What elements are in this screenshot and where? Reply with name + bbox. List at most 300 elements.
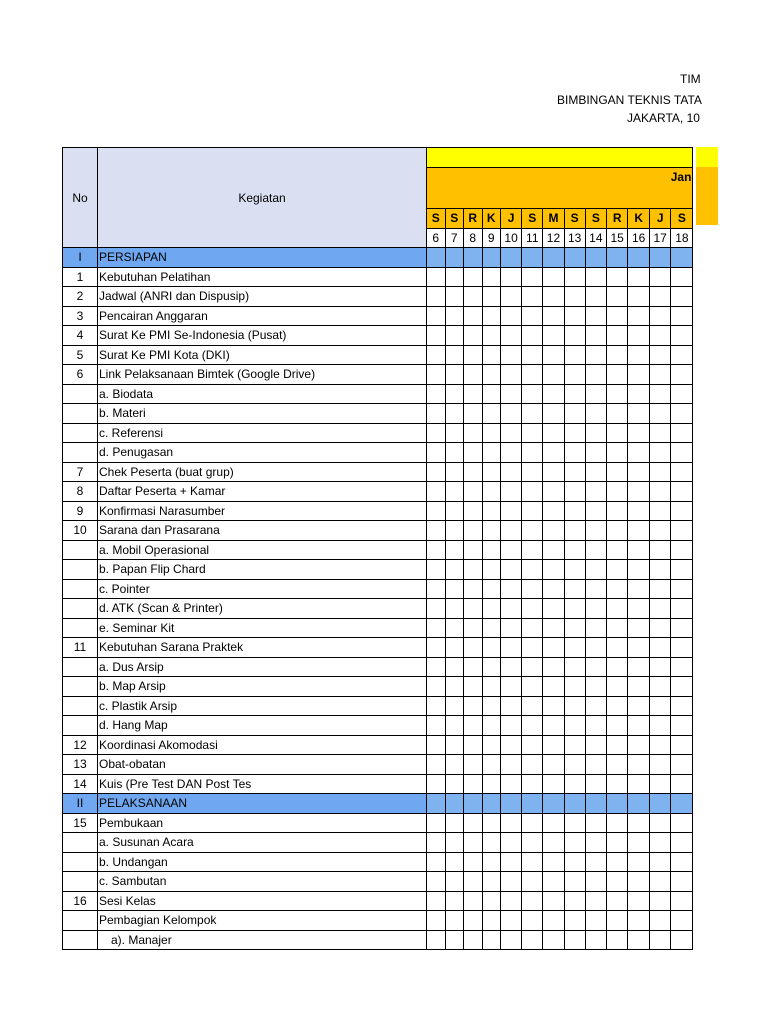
schedule-cell[interactable] bbox=[522, 833, 543, 853]
schedule-cell[interactable] bbox=[585, 443, 606, 463]
schedule-cell[interactable] bbox=[564, 794, 585, 814]
schedule-cell[interactable] bbox=[649, 794, 671, 814]
schedule-cell[interactable] bbox=[464, 540, 483, 560]
schedule-cell[interactable] bbox=[628, 735, 650, 755]
schedule-cell[interactable] bbox=[585, 735, 606, 755]
schedule-cell[interactable] bbox=[671, 443, 693, 463]
schedule-cell[interactable] bbox=[649, 833, 671, 853]
schedule-cell[interactable] bbox=[564, 248, 585, 268]
schedule-cell[interactable] bbox=[628, 657, 650, 677]
schedule-cell[interactable] bbox=[585, 384, 606, 404]
schedule-cell[interactable] bbox=[649, 482, 671, 502]
schedule-cell[interactable] bbox=[628, 774, 650, 794]
schedule-cell[interactable] bbox=[445, 755, 464, 775]
schedule-cell[interactable] bbox=[543, 482, 564, 502]
schedule-cell[interactable] bbox=[564, 599, 585, 619]
schedule-cell[interactable] bbox=[427, 540, 446, 560]
schedule-cell[interactable] bbox=[501, 716, 522, 736]
schedule-cell[interactable] bbox=[564, 423, 585, 443]
schedule-cell[interactable] bbox=[522, 696, 543, 716]
schedule-cell[interactable] bbox=[522, 501, 543, 521]
schedule-cell[interactable] bbox=[501, 852, 522, 872]
schedule-cell[interactable] bbox=[671, 599, 693, 619]
schedule-cell[interactable] bbox=[564, 696, 585, 716]
schedule-cell[interactable] bbox=[671, 521, 693, 541]
schedule-cell[interactable] bbox=[501, 365, 522, 385]
schedule-cell[interactable] bbox=[585, 560, 606, 580]
schedule-cell[interactable] bbox=[671, 891, 693, 911]
schedule-cell[interactable] bbox=[543, 930, 564, 950]
schedule-cell[interactable] bbox=[522, 462, 543, 482]
schedule-cell[interactable] bbox=[501, 833, 522, 853]
schedule-cell[interactable] bbox=[606, 579, 628, 599]
schedule-cell[interactable] bbox=[427, 891, 446, 911]
schedule-cell[interactable] bbox=[445, 404, 464, 424]
schedule-cell[interactable] bbox=[501, 618, 522, 638]
schedule-cell[interactable] bbox=[482, 696, 501, 716]
schedule-cell[interactable] bbox=[501, 930, 522, 950]
schedule-cell[interactable] bbox=[543, 345, 564, 365]
schedule-cell[interactable] bbox=[606, 599, 628, 619]
schedule-cell[interactable] bbox=[464, 794, 483, 814]
schedule-cell[interactable] bbox=[628, 852, 650, 872]
schedule-cell[interactable] bbox=[606, 404, 628, 424]
schedule-cell[interactable] bbox=[445, 326, 464, 346]
schedule-cell[interactable] bbox=[427, 384, 446, 404]
schedule-cell[interactable] bbox=[501, 599, 522, 619]
schedule-cell[interactable] bbox=[464, 755, 483, 775]
schedule-cell[interactable] bbox=[482, 248, 501, 268]
schedule-cell[interactable] bbox=[649, 813, 671, 833]
schedule-cell[interactable] bbox=[564, 287, 585, 307]
schedule-cell[interactable] bbox=[464, 911, 483, 931]
schedule-cell[interactable] bbox=[482, 521, 501, 541]
schedule-cell[interactable] bbox=[464, 852, 483, 872]
schedule-cell[interactable] bbox=[501, 813, 522, 833]
schedule-cell[interactable] bbox=[671, 287, 693, 307]
schedule-cell[interactable] bbox=[464, 287, 483, 307]
schedule-cell[interactable] bbox=[427, 813, 446, 833]
schedule-cell[interactable] bbox=[445, 267, 464, 287]
schedule-cell[interactable] bbox=[628, 696, 650, 716]
schedule-cell[interactable] bbox=[585, 657, 606, 677]
schedule-cell[interactable] bbox=[649, 599, 671, 619]
schedule-cell[interactable] bbox=[482, 482, 501, 502]
schedule-cell[interactable] bbox=[564, 443, 585, 463]
schedule-cell[interactable] bbox=[564, 657, 585, 677]
schedule-cell[interactable] bbox=[522, 813, 543, 833]
schedule-cell[interactable] bbox=[564, 306, 585, 326]
schedule-cell[interactable] bbox=[606, 891, 628, 911]
schedule-cell[interactable] bbox=[585, 423, 606, 443]
schedule-cell[interactable] bbox=[606, 326, 628, 346]
schedule-cell[interactable] bbox=[427, 443, 446, 463]
schedule-cell[interactable] bbox=[649, 345, 671, 365]
schedule-cell[interactable] bbox=[445, 443, 464, 463]
schedule-cell[interactable] bbox=[543, 560, 564, 580]
schedule-cell[interactable] bbox=[671, 755, 693, 775]
schedule-cell[interactable] bbox=[543, 404, 564, 424]
schedule-cell[interactable] bbox=[606, 482, 628, 502]
schedule-cell[interactable] bbox=[564, 872, 585, 892]
schedule-cell[interactable] bbox=[585, 326, 606, 346]
schedule-cell[interactable] bbox=[464, 677, 483, 697]
schedule-cell[interactable] bbox=[585, 404, 606, 424]
schedule-cell[interactable] bbox=[445, 833, 464, 853]
schedule-cell[interactable] bbox=[649, 696, 671, 716]
schedule-cell[interactable] bbox=[649, 677, 671, 697]
schedule-cell[interactable] bbox=[628, 755, 650, 775]
schedule-cell[interactable] bbox=[543, 443, 564, 463]
schedule-cell[interactable] bbox=[543, 521, 564, 541]
schedule-cell[interactable] bbox=[564, 735, 585, 755]
schedule-cell[interactable] bbox=[522, 521, 543, 541]
schedule-cell[interactable] bbox=[606, 540, 628, 560]
schedule-cell[interactable] bbox=[464, 326, 483, 346]
schedule-cell[interactable] bbox=[585, 482, 606, 502]
schedule-cell[interactable] bbox=[464, 521, 483, 541]
schedule-cell[interactable] bbox=[606, 443, 628, 463]
schedule-cell[interactable] bbox=[606, 657, 628, 677]
schedule-cell[interactable] bbox=[445, 911, 464, 931]
schedule-cell[interactable] bbox=[543, 813, 564, 833]
schedule-cell[interactable] bbox=[671, 930, 693, 950]
schedule-cell[interactable] bbox=[606, 521, 628, 541]
schedule-cell[interactable] bbox=[427, 462, 446, 482]
schedule-cell[interactable] bbox=[649, 774, 671, 794]
schedule-cell[interactable] bbox=[628, 891, 650, 911]
schedule-cell[interactable] bbox=[564, 384, 585, 404]
schedule-cell[interactable] bbox=[606, 306, 628, 326]
schedule-cell[interactable] bbox=[522, 599, 543, 619]
schedule-cell[interactable] bbox=[543, 696, 564, 716]
schedule-cell[interactable] bbox=[501, 755, 522, 775]
schedule-cell[interactable] bbox=[543, 384, 564, 404]
schedule-cell[interactable] bbox=[522, 345, 543, 365]
schedule-cell[interactable] bbox=[543, 423, 564, 443]
schedule-cell[interactable] bbox=[564, 482, 585, 502]
schedule-cell[interactable] bbox=[628, 794, 650, 814]
schedule-cell[interactable] bbox=[427, 755, 446, 775]
schedule-cell[interactable] bbox=[671, 716, 693, 736]
schedule-cell[interactable] bbox=[501, 774, 522, 794]
schedule-cell[interactable] bbox=[482, 306, 501, 326]
schedule-cell[interactable] bbox=[482, 852, 501, 872]
schedule-cell[interactable] bbox=[427, 423, 446, 443]
schedule-cell[interactable] bbox=[671, 638, 693, 658]
schedule-cell[interactable] bbox=[501, 911, 522, 931]
schedule-cell[interactable] bbox=[649, 267, 671, 287]
schedule-cell[interactable] bbox=[543, 618, 564, 638]
schedule-cell[interactable] bbox=[606, 735, 628, 755]
schedule-cell[interactable] bbox=[649, 852, 671, 872]
schedule-cell[interactable] bbox=[464, 833, 483, 853]
schedule-cell[interactable] bbox=[445, 306, 464, 326]
schedule-cell[interactable] bbox=[427, 404, 446, 424]
schedule-cell[interactable] bbox=[501, 657, 522, 677]
schedule-cell[interactable] bbox=[482, 384, 501, 404]
schedule-cell[interactable] bbox=[628, 813, 650, 833]
schedule-cell[interactable] bbox=[606, 462, 628, 482]
schedule-cell[interactable] bbox=[671, 267, 693, 287]
schedule-cell[interactable] bbox=[671, 579, 693, 599]
schedule-cell[interactable] bbox=[606, 384, 628, 404]
schedule-cell[interactable] bbox=[671, 306, 693, 326]
schedule-cell[interactable] bbox=[427, 833, 446, 853]
schedule-cell[interactable] bbox=[464, 482, 483, 502]
schedule-cell[interactable] bbox=[522, 423, 543, 443]
schedule-cell[interactable] bbox=[427, 579, 446, 599]
schedule-cell[interactable] bbox=[464, 735, 483, 755]
schedule-cell[interactable] bbox=[501, 404, 522, 424]
schedule-cell[interactable] bbox=[564, 716, 585, 736]
schedule-cell[interactable] bbox=[628, 599, 650, 619]
schedule-cell[interactable] bbox=[543, 735, 564, 755]
schedule-cell[interactable] bbox=[427, 657, 446, 677]
schedule-cell[interactable] bbox=[606, 345, 628, 365]
schedule-cell[interactable] bbox=[464, 462, 483, 482]
schedule-cell[interactable] bbox=[464, 618, 483, 638]
schedule-cell[interactable] bbox=[585, 462, 606, 482]
schedule-cell[interactable] bbox=[564, 677, 585, 697]
schedule-cell[interactable] bbox=[501, 326, 522, 346]
schedule-cell[interactable] bbox=[543, 657, 564, 677]
schedule-cell[interactable] bbox=[482, 423, 501, 443]
schedule-cell[interactable] bbox=[522, 384, 543, 404]
schedule-cell[interactable] bbox=[649, 306, 671, 326]
schedule-cell[interactable] bbox=[427, 326, 446, 346]
schedule-cell[interactable] bbox=[671, 482, 693, 502]
schedule-cell[interactable] bbox=[628, 833, 650, 853]
schedule-cell[interactable] bbox=[445, 384, 464, 404]
schedule-cell[interactable] bbox=[464, 443, 483, 463]
schedule-cell[interactable] bbox=[606, 638, 628, 658]
schedule-cell[interactable] bbox=[564, 891, 585, 911]
schedule-cell[interactable] bbox=[585, 306, 606, 326]
schedule-cell[interactable] bbox=[482, 716, 501, 736]
schedule-cell[interactable] bbox=[649, 384, 671, 404]
schedule-cell[interactable] bbox=[585, 852, 606, 872]
schedule-cell[interactable] bbox=[522, 755, 543, 775]
schedule-cell[interactable] bbox=[482, 833, 501, 853]
schedule-cell[interactable] bbox=[482, 579, 501, 599]
schedule-cell[interactable] bbox=[649, 462, 671, 482]
schedule-cell[interactable] bbox=[628, 443, 650, 463]
schedule-cell[interactable] bbox=[543, 852, 564, 872]
schedule-cell[interactable] bbox=[445, 423, 464, 443]
schedule-cell[interactable] bbox=[628, 365, 650, 385]
schedule-cell[interactable] bbox=[522, 852, 543, 872]
schedule-cell[interactable] bbox=[482, 657, 501, 677]
schedule-cell[interactable] bbox=[585, 365, 606, 385]
schedule-cell[interactable] bbox=[464, 872, 483, 892]
schedule-cell[interactable] bbox=[501, 891, 522, 911]
schedule-cell[interactable] bbox=[649, 872, 671, 892]
schedule-cell[interactable] bbox=[649, 326, 671, 346]
schedule-cell[interactable] bbox=[445, 618, 464, 638]
schedule-cell[interactable] bbox=[649, 618, 671, 638]
schedule-cell[interactable] bbox=[445, 501, 464, 521]
schedule-cell[interactable] bbox=[649, 755, 671, 775]
schedule-cell[interactable] bbox=[501, 443, 522, 463]
schedule-cell[interactable] bbox=[543, 891, 564, 911]
schedule-cell[interactable] bbox=[501, 267, 522, 287]
schedule-cell[interactable] bbox=[543, 872, 564, 892]
schedule-cell[interactable] bbox=[522, 248, 543, 268]
schedule-cell[interactable] bbox=[671, 384, 693, 404]
schedule-cell[interactable] bbox=[482, 462, 501, 482]
schedule-cell[interactable] bbox=[445, 521, 464, 541]
schedule-cell[interactable] bbox=[427, 365, 446, 385]
schedule-cell[interactable] bbox=[564, 579, 585, 599]
schedule-cell[interactable] bbox=[606, 930, 628, 950]
schedule-cell[interactable] bbox=[445, 540, 464, 560]
schedule-cell[interactable] bbox=[501, 735, 522, 755]
schedule-cell[interactable] bbox=[464, 599, 483, 619]
schedule-cell[interactable] bbox=[606, 716, 628, 736]
schedule-cell[interactable] bbox=[445, 287, 464, 307]
schedule-cell[interactable] bbox=[427, 852, 446, 872]
schedule-cell[interactable] bbox=[606, 833, 628, 853]
schedule-cell[interactable] bbox=[543, 326, 564, 346]
schedule-cell[interactable] bbox=[427, 696, 446, 716]
schedule-cell[interactable] bbox=[445, 482, 464, 502]
schedule-cell[interactable] bbox=[606, 852, 628, 872]
schedule-cell[interactable] bbox=[464, 813, 483, 833]
schedule-cell[interactable] bbox=[606, 755, 628, 775]
schedule-cell[interactable] bbox=[671, 501, 693, 521]
schedule-cell[interactable] bbox=[427, 735, 446, 755]
schedule-cell[interactable] bbox=[628, 326, 650, 346]
schedule-cell[interactable] bbox=[427, 618, 446, 638]
schedule-cell[interactable] bbox=[501, 540, 522, 560]
schedule-cell[interactable] bbox=[501, 248, 522, 268]
schedule-cell[interactable] bbox=[628, 248, 650, 268]
schedule-cell[interactable] bbox=[464, 930, 483, 950]
schedule-cell[interactable] bbox=[671, 560, 693, 580]
schedule-cell[interactable] bbox=[649, 579, 671, 599]
schedule-cell[interactable] bbox=[649, 287, 671, 307]
schedule-cell[interactable] bbox=[606, 911, 628, 931]
schedule-cell[interactable] bbox=[427, 930, 446, 950]
schedule-cell[interactable] bbox=[564, 930, 585, 950]
schedule-cell[interactable] bbox=[564, 774, 585, 794]
schedule-cell[interactable] bbox=[522, 794, 543, 814]
schedule-cell[interactable] bbox=[585, 872, 606, 892]
schedule-cell[interactable] bbox=[564, 638, 585, 658]
schedule-cell[interactable] bbox=[585, 579, 606, 599]
schedule-cell[interactable] bbox=[445, 852, 464, 872]
schedule-cell[interactable] bbox=[427, 774, 446, 794]
schedule-cell[interactable] bbox=[585, 287, 606, 307]
schedule-cell[interactable] bbox=[543, 911, 564, 931]
schedule-cell[interactable] bbox=[606, 365, 628, 385]
schedule-cell[interactable] bbox=[671, 540, 693, 560]
schedule-cell[interactable] bbox=[482, 638, 501, 658]
schedule-cell[interactable] bbox=[649, 443, 671, 463]
schedule-cell[interactable] bbox=[522, 618, 543, 638]
schedule-cell[interactable] bbox=[628, 482, 650, 502]
schedule-cell[interactable] bbox=[482, 404, 501, 424]
schedule-cell[interactable] bbox=[606, 287, 628, 307]
schedule-cell[interactable] bbox=[649, 657, 671, 677]
schedule-cell[interactable] bbox=[606, 696, 628, 716]
schedule-cell[interactable] bbox=[671, 618, 693, 638]
schedule-cell[interactable] bbox=[522, 404, 543, 424]
schedule-cell[interactable] bbox=[649, 365, 671, 385]
schedule-cell[interactable] bbox=[482, 599, 501, 619]
schedule-cell[interactable] bbox=[501, 872, 522, 892]
schedule-cell[interactable] bbox=[671, 326, 693, 346]
schedule-cell[interactable] bbox=[482, 813, 501, 833]
schedule-cell[interactable] bbox=[564, 540, 585, 560]
schedule-cell[interactable] bbox=[543, 774, 564, 794]
schedule-cell[interactable] bbox=[564, 365, 585, 385]
schedule-cell[interactable] bbox=[585, 716, 606, 736]
schedule-cell[interactable] bbox=[501, 287, 522, 307]
schedule-cell[interactable] bbox=[522, 872, 543, 892]
schedule-cell[interactable] bbox=[522, 911, 543, 931]
schedule-cell[interactable] bbox=[501, 306, 522, 326]
schedule-cell[interactable] bbox=[606, 248, 628, 268]
schedule-cell[interactable] bbox=[543, 462, 564, 482]
schedule-cell[interactable] bbox=[445, 716, 464, 736]
schedule-cell[interactable] bbox=[482, 267, 501, 287]
schedule-cell[interactable] bbox=[543, 677, 564, 697]
schedule-cell[interactable] bbox=[501, 501, 522, 521]
schedule-cell[interactable] bbox=[671, 735, 693, 755]
schedule-cell[interactable] bbox=[628, 677, 650, 697]
schedule-cell[interactable] bbox=[501, 677, 522, 697]
schedule-cell[interactable] bbox=[585, 501, 606, 521]
schedule-cell[interactable] bbox=[628, 560, 650, 580]
schedule-cell[interactable] bbox=[427, 482, 446, 502]
schedule-cell[interactable] bbox=[501, 560, 522, 580]
schedule-cell[interactable] bbox=[649, 501, 671, 521]
schedule-cell[interactable] bbox=[445, 248, 464, 268]
schedule-cell[interactable] bbox=[464, 345, 483, 365]
schedule-cell[interactable] bbox=[628, 872, 650, 892]
schedule-cell[interactable] bbox=[585, 833, 606, 853]
schedule-cell[interactable] bbox=[628, 384, 650, 404]
schedule-cell[interactable] bbox=[606, 813, 628, 833]
schedule-cell[interactable] bbox=[649, 404, 671, 424]
schedule-cell[interactable] bbox=[482, 677, 501, 697]
schedule-cell[interactable] bbox=[564, 521, 585, 541]
schedule-cell[interactable] bbox=[671, 462, 693, 482]
schedule-cell[interactable] bbox=[628, 579, 650, 599]
schedule-cell[interactable] bbox=[482, 911, 501, 931]
schedule-cell[interactable] bbox=[482, 891, 501, 911]
schedule-cell[interactable] bbox=[564, 267, 585, 287]
schedule-cell[interactable] bbox=[649, 521, 671, 541]
schedule-cell[interactable] bbox=[522, 891, 543, 911]
schedule-cell[interactable] bbox=[427, 267, 446, 287]
schedule-cell[interactable] bbox=[464, 267, 483, 287]
schedule-cell[interactable] bbox=[671, 696, 693, 716]
schedule-cell[interactable] bbox=[445, 872, 464, 892]
schedule-cell[interactable] bbox=[501, 794, 522, 814]
schedule-cell[interactable] bbox=[585, 638, 606, 658]
schedule-cell[interactable] bbox=[543, 794, 564, 814]
schedule-cell[interactable] bbox=[649, 248, 671, 268]
schedule-cell[interactable] bbox=[445, 813, 464, 833]
schedule-cell[interactable] bbox=[543, 365, 564, 385]
schedule-cell[interactable] bbox=[628, 521, 650, 541]
schedule-cell[interactable] bbox=[445, 638, 464, 658]
schedule-cell[interactable] bbox=[427, 521, 446, 541]
schedule-cell[interactable] bbox=[445, 579, 464, 599]
